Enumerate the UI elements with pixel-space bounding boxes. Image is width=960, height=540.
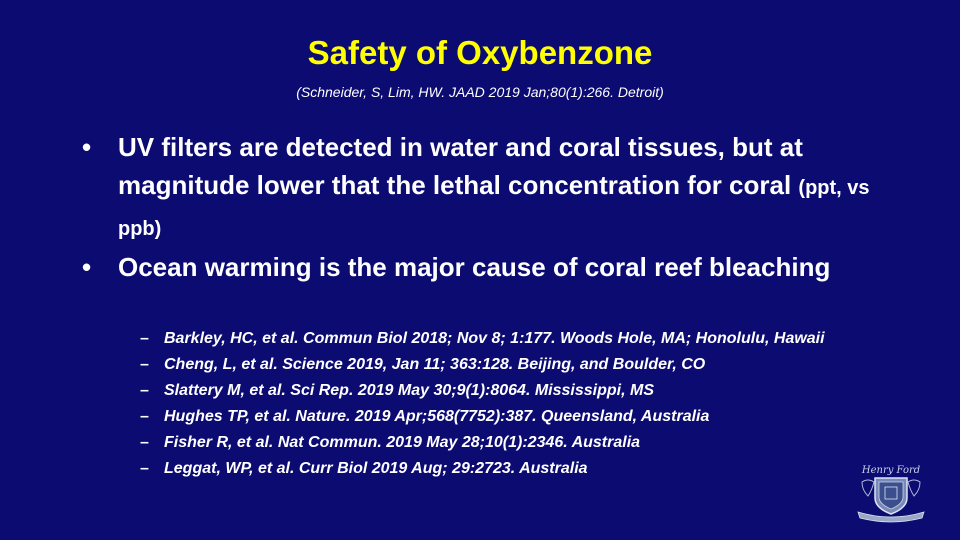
bullet-note: (ppt, vs ppb) xyxy=(118,177,870,240)
reference-item xyxy=(140,382,880,400)
dash-marker: – xyxy=(140,434,149,451)
reference-text: Slattery M, et al. Sci Rep. 2019 May 30;9(1):8064. Mississippi, MS xyxy=(164,382,654,399)
logo-script-text: Henry Ford xyxy=(861,465,921,476)
reference-item xyxy=(140,408,880,426)
reference-text: Fisher R, et al. Nat Commun. 2019 May 28;10(1):2346. Australia xyxy=(164,434,641,451)
bullet-marker: • xyxy=(82,252,92,282)
bullet-text: UV filters are detected in water and coral tissues, but at magnitude lower that the lethal concentration for coral xyxy=(118,132,803,200)
bullet-list xyxy=(80,128,880,286)
reference-item xyxy=(140,330,880,348)
dash-marker: – xyxy=(140,356,149,373)
laurel-right xyxy=(908,480,920,496)
dash-marker: – xyxy=(140,460,149,477)
dash-marker: – xyxy=(140,330,149,347)
slide-citation: (Schneider, S, Lim, HW. JAAD 2019 Jan;80(1):266. Detroit) xyxy=(296,84,664,100)
henry-ford-health-seal-icon xyxy=(848,462,934,526)
bullet-text: Ocean warming is the major cause of coral reef bleaching xyxy=(118,252,831,282)
reference-item xyxy=(140,356,880,374)
laurel-left xyxy=(862,480,874,496)
dash-marker: – xyxy=(140,408,149,425)
reference-list xyxy=(140,330,880,486)
bullet-item xyxy=(80,248,880,286)
bullet-marker: • xyxy=(82,132,92,162)
reference-text: Leggat, WP, et al. Curr Biol 2019 Aug; 29:2723. Australia xyxy=(164,460,588,477)
reference-text: Cheng, L, et al. Science 2019, Jan 11; 363:128. Beijing, and Boulder, CO xyxy=(164,356,706,373)
reference-item xyxy=(140,460,880,478)
bullet-item xyxy=(80,128,880,248)
reference-item xyxy=(140,434,880,452)
reference-text: Hughes TP, et al. Nature. 2019 Apr;568(7752):387. Queensland, Australia xyxy=(164,408,710,425)
dash-marker: – xyxy=(140,382,149,399)
slide-title: Safety of Oxybenzone xyxy=(307,34,653,71)
reference-text: Barkley, HC, et al. Commun Biol 2018; Nov 8; 1:177. Woods Hole, MA; Honolulu, Hawaii xyxy=(164,330,825,347)
